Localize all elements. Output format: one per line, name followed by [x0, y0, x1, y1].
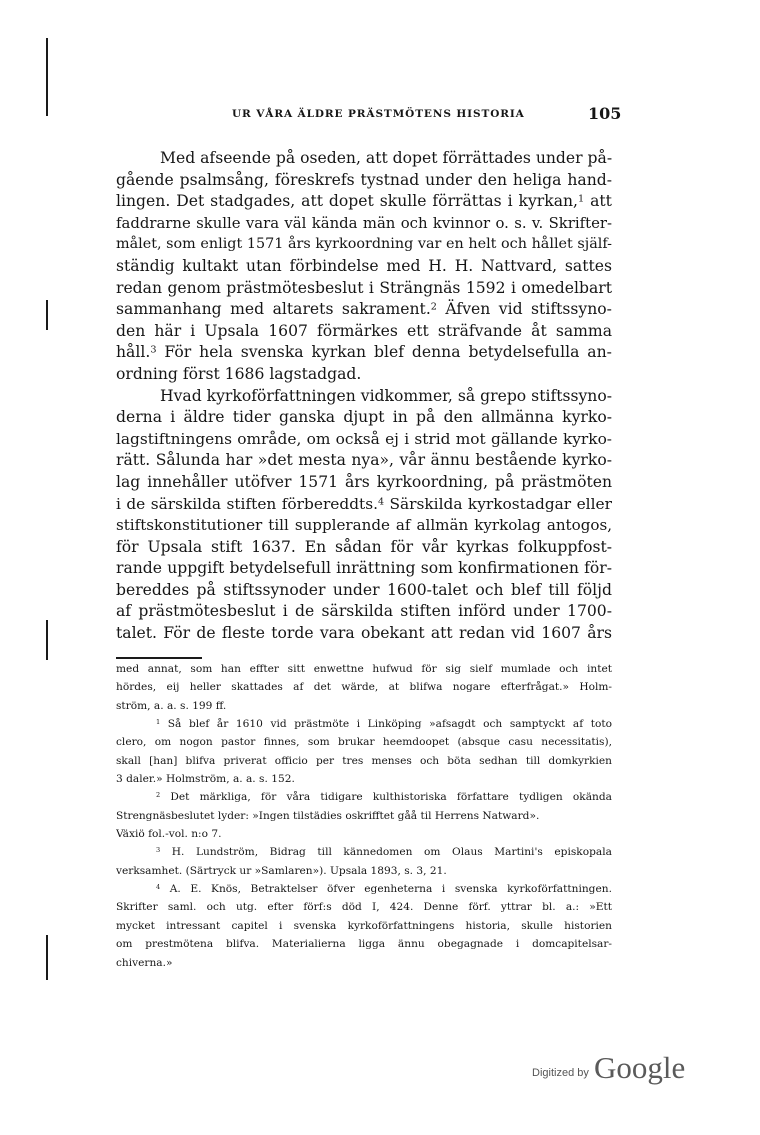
footnote-line: $^1$ Så blef år 1610 vid prästmöte i Linköping »afsagdt och samptyckt af toto [156, 718, 612, 731]
footnote-line: 3 daler.» Holmström, a. a. s. 152. [116, 773, 295, 786]
footnote-line: om prestmötena blifva. Materialierna ligga ännu obegagnade i domcapitelsar- [116, 938, 612, 951]
body-text-line: Hvad kyrkoförfattningen vidkommer, så grepo stiftssyno- [160, 386, 612, 405]
footnote-line: mycket intressant capitel i svenska kyrkoförfattningens historia, skulle historien [116, 919, 612, 932]
body-text-line: Med afseende på oseden, att dopet förrättades under på- [160, 149, 612, 167]
digitized-by-google-watermark [532, 1050, 685, 1086]
main-text [116, 148, 612, 645]
footnote-line: Strengnäsbeslutet lyder: »Ingen tilstädies oskrifftet gåå til Herrens Natward». [116, 809, 540, 822]
footnote-line: ström, a. a. s. 199 ff. [116, 699, 227, 712]
scan-edge-mark-lower [46, 620, 48, 660]
scan-edge-mark-bottom [46, 935, 48, 980]
footnote-line: verksamhet. (Särtryck ur »Samlaren»). Upsala 1893, s. 3, 21. [116, 864, 447, 877]
footnote-line: Växiö fol.-vol. n:o 7. [116, 828, 222, 841]
body-text-line: lagstiftningens område, om också ej i strid mot gällande kyrko- [116, 429, 612, 448]
body-text-line: lingen. Det stadgades, att dopet skulle förrättas i kyrkan,$^1$ att [116, 192, 612, 211]
scan-edge-mark-top [46, 38, 48, 116]
body-text-line: ordning först 1686 lagstadgad. [116, 364, 362, 383]
body-text-line: rande uppgift betydelsefull inrättning som konfirmationen för- [116, 559, 612, 578]
running-header: UR VÅRA ÄLDRE PRÄSTMÖTENS HISTORIA [232, 108, 525, 120]
body-text-line: i de särskilda stiften förbereddts.$^4$ Särskilda kyrkostadgar eller [116, 494, 612, 513]
body-text-line: af prästmötesbeslut i de särskilda stiften införd under 1700- [116, 602, 612, 621]
body-text-line: sammanhang med altarets sakrament.$^2$ Äfven vid stiftssyno- [116, 300, 612, 319]
body-text-line: rätt. Sålunda har »det mesta nya», vår ännu bestående kyrko- [116, 451, 612, 470]
body-text-line: ständig kultakt utan förbindelse med H. H. Nattvard, sattes [116, 256, 612, 275]
body-text-line: bereddes på stiftssynoder under 1600-talet och blef till följd [116, 580, 612, 599]
footnote-line: $^3$ H. Lundström, Bidrag till kännedomen om Olaus Martini's episkopala [156, 846, 612, 859]
google-logo: Google [593, 1050, 686, 1085]
body-text-line: stiftskonstitutioner till supplerande af allmän kyrkolag antogos, [116, 516, 612, 535]
footnotes [116, 660, 612, 972]
body-text-line: derna i äldre tider ganska djupt in på den allmänna kyrko- [116, 408, 612, 427]
page-number: 105 [588, 104, 622, 123]
body-text-line: gående psalmsång, föreskrefs tystnad under den heliga hand- [116, 170, 612, 189]
footnote-line: hördes, eij heller skattades af det wärde, at blifwa nogare efterfrågat.» Holm- [116, 681, 612, 694]
footnote-line: med annat, som han effter sitt enwettne hufwud för sig sielf mumlade och intet [116, 663, 612, 675]
footnote-line: Skrifter saml. och utg. efter förf:s död I, 424. Denne förf. yttrar bl. a.: »Ett [116, 901, 612, 914]
footnote-line: chiverna.» [116, 956, 173, 969]
scan-edge-mark-middle [46, 300, 48, 330]
footnote-line: skall [han] blifva priverat officio per tres menses och böta sedhan till domkyrkien [116, 754, 612, 767]
footnote-line: $^4$ A. E. Knös, Betraktelser öfver egenheterna i svenska kyrkoförfattningen. [156, 883, 612, 896]
body-text-line: redan genom prästmötesbeslut i Strängnäs 1592 i omedelbart [116, 278, 612, 297]
watermark-prefix: Digitized by [532, 1067, 589, 1079]
body-text-line: faddrarne skulle vara väl kända män och kvinnor o. s. v. Skrifter- [116, 213, 612, 232]
footnote-separator [116, 657, 202, 659]
footnote-line: clero, om nogon pastor finnes, som brukar heemdoopet (absque casu necessitatis), [116, 736, 612, 749]
body-text-line: lag innehåller utöfver 1571 års kyrkoordning, på prästmöten [116, 472, 612, 491]
footnote-line: $^2$ Det märkliga, för våra tidigare kulthistoriska författare tydligen okända [156, 791, 612, 804]
body-text-line: talet. För de fleste torde vara obekant att redan vid 1607 års [116, 624, 612, 643]
body-text-line: målet, som enligt 1571 års kyrkoordning var en helt och hållet själf- [116, 236, 612, 253]
body-text-line: för Upsala stift 1637. En sådan för vår kyrkas folkuppfost- [116, 537, 612, 556]
body-text-line: håll.$^3$ För hela svenska kyrkan blef denna betydelsefulla an- [116, 343, 612, 362]
body-text-line: den här i Upsala 1607 förmärkes ett sträfvande åt samma [116, 321, 612, 340]
